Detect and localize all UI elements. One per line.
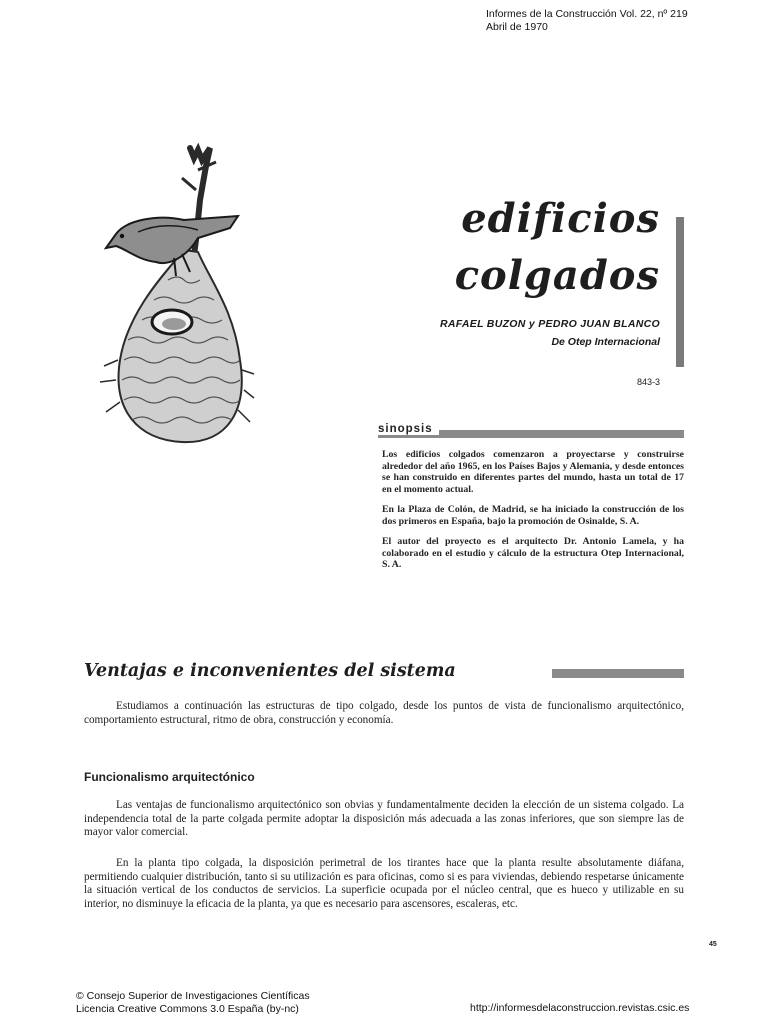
license-text: Licencia Creative Commons 3.0 España (by-nc) bbox=[76, 1002, 299, 1015]
intro-paragraph: Estudiamos a continuación las estructuras de tipo colgado, desde los puntos de vista de funcionalismo arquitectónico, comportamiento estructural, ritmo de obra, construcción y economía. bbox=[84, 700, 684, 726]
article-title-line-1: edificios bbox=[461, 195, 660, 242]
article-code: 843-3 bbox=[636, 377, 660, 387]
copyright-text: © Consejo Superior de Investigaciones Científicas bbox=[76, 990, 310, 1002]
article-affiliation: De Otep Internacional bbox=[551, 336, 660, 348]
journal-date: Abril de 1970 bbox=[486, 21, 548, 33]
synopsis-paragraph: El autor del proyecto es el arquitecto Dr. Antonio Lamela, y ha colaborado en el estudio y cálculo de la estructura Otep Internacional, S. A. bbox=[382, 536, 684, 570]
synopsis-body bbox=[382, 449, 684, 580]
title-side-bar bbox=[676, 217, 684, 367]
journal-title: Informes de la Construcción Vol. 22, nº 219 bbox=[486, 8, 688, 20]
body-paragraph-1: Las ventajas de funcionalismo arquitectónico son obvias y fundamentalmente deciden la elección de un sistema colgado. La independencia total de la parte colgada permite adoptar la disposición más adecuada a las zonas inferiores, que son siempre las de mayor valor comercial. bbox=[84, 799, 684, 838]
section-heading-rule bbox=[552, 669, 684, 678]
footer-copyright bbox=[76, 990, 310, 1015]
synopsis-paragraph: En la Plaza de Colón, de Madrid, se ha iniciado la construcción de los dos primeros en España, bajo la promoción de Osinalde, S. A. bbox=[382, 504, 684, 527]
footer-url-link[interactable]: http://informesdelaconstruccion.revistas.csic.es bbox=[470, 1002, 690, 1014]
body-paragraph-2: En la planta tipo colgada, la disposición perimetral de los tirantes hace que la planta resulte absolutamente diáfana, permitiendo cualquier distribución, tanto si su utilización es para oficinas, como si es para viviendas, debiendo respetarse únicamente la situación vertical de los conductos de servicios. La superficie ocupada por el núcleo central, que es hueco y utilizable en su interior, no disminuye la eficacia de la planta, ya que es necesario para ascensores, escaleras, etc. bbox=[84, 857, 684, 910]
bird-nest-illustration bbox=[98, 140, 258, 460]
page-number: 45 bbox=[709, 941, 717, 948]
article-authors: RAFAEL BUZON y PEDRO JUAN BLANCO bbox=[439, 318, 660, 330]
article-title-line-2: colgados bbox=[454, 252, 660, 299]
synopsis-paragraph: Los edificios colgados comenzaron a proyectarse y construirse alrededor del año 1965, en los Países Bajos y Alemania, y desde entonces se han construido en diferentes partes del mundo, hasta un total de 17 en el momento actual. bbox=[382, 449, 684, 495]
journal-header bbox=[486, 8, 688, 34]
synopsis-heading: sinopsis bbox=[378, 423, 439, 435]
section-heading: Ventajas e inconvenientes del sistema bbox=[84, 661, 466, 681]
subsection-heading: Funcionalismo arquitectónico bbox=[84, 770, 255, 784]
